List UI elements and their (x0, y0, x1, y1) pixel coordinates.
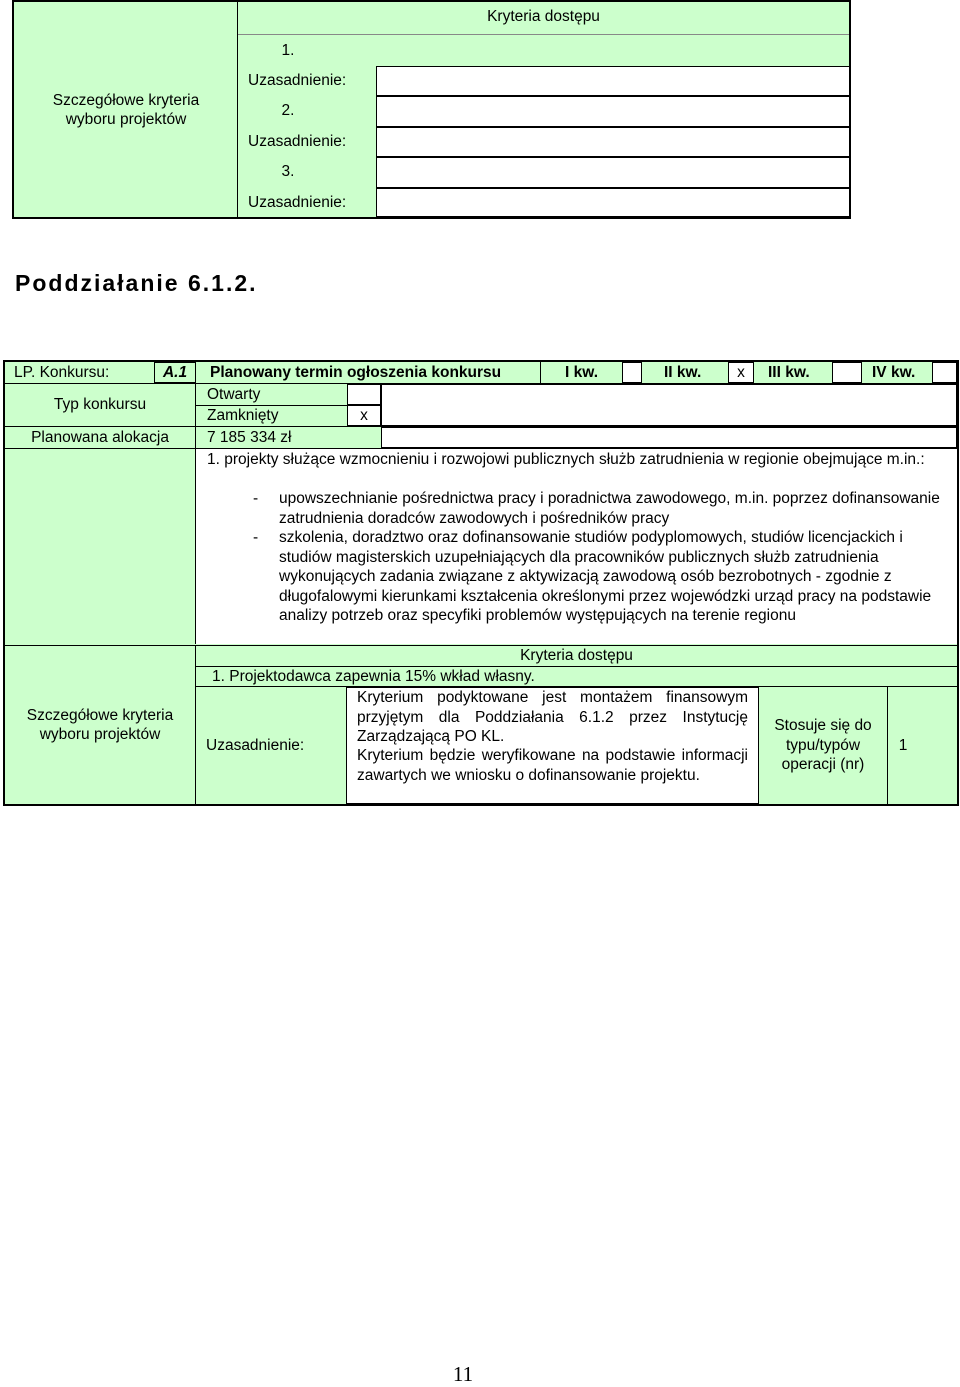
top-row-2: Uzasadnienie: (248, 72, 347, 90)
top-value-box-1 (376, 66, 850, 96)
top-row-1: 1. (281, 42, 295, 60)
allocation-value: 7 185 334 zł (207, 428, 292, 446)
top-access-header: Kryteria dostępu (487, 8, 600, 26)
type-open-mark[interactable] (347, 384, 381, 405)
top-row-3: 2. (281, 102, 295, 120)
justification-label: Uzasadnienie: (206, 736, 305, 754)
term-label: Planowany termin ogłoszenia konkursu (210, 363, 502, 381)
top-value-box-3 (376, 127, 850, 157)
projects-intro-text: 1. projekty służące wzmocnieniu i rozwojowi publicznych służb zatrudnienia w regionie obejmujące m.in.: (207, 451, 925, 468)
allocation-label: Planowana alokacja (31, 428, 169, 446)
lp-value: A.1 (154, 362, 196, 383)
allocation-right-box (381, 427, 957, 448)
projects-intro (207, 450, 952, 490)
quarter-1-label: I kw. (540, 362, 622, 383)
quarter-3-label: III kw. (768, 363, 810, 381)
quarter-4-label: IV kw. (872, 363, 916, 381)
type-closed-mark[interactable]: x (347, 405, 381, 426)
top-header-underline (238, 34, 849, 35)
project-item-2 (250, 528, 952, 646)
project-item-1 (250, 489, 952, 529)
section-heading: Poddziałanie 6.1.2. (15, 270, 258, 296)
project-item-2-text: szkolenia, doradztwo oraz dofinansowanie studiów podyplomowych, studiów licencjackich i studiów magisterskich uzupełniających dla pracowników publicznych służb zatrudnienia wykonujących zadania związane z aktywizacją zawodową osób bezrobotnych - zgodnie z długofalowymi kierunkami kształcenia określonymi przez wojewódzki urząd pracy na podstawie analizy potrzeb oraz specyfiki problemów występujących na terenie regionu (279, 529, 932, 624)
type-label: Typ konkursu (53, 396, 147, 414)
project-item-1-dash: - (253, 490, 259, 507)
top-value-box-4 (376, 157, 850, 188)
top-row-6: Uzasadnienie: (248, 194, 347, 212)
justification-text-1: Kryterium podyktowane jest montażem finansowym przyjętym dla Poddziałania 6.1.2 przez Instytucję Zarządzającą PO KL. (357, 689, 748, 745)
quarter-2-label: II kw. (664, 363, 702, 381)
allocation-vline (195, 427, 196, 448)
criterion-1: 1. Projektodawca zapewnia 15% wkład własny. (212, 667, 535, 685)
project-item-2-dash: - (253, 529, 259, 546)
lp-label: LP. Konkursu: (14, 363, 110, 381)
page-number: 11 (452, 1361, 474, 1386)
quarter-1-mark[interactable] (622, 362, 642, 383)
quarter-4-mark[interactable] (932, 362, 957, 383)
top-criteria-label: Szczegółowe kryteria wyboru projektów (52, 91, 200, 128)
criteria-access-header: Kryteria dostępu (520, 647, 633, 665)
top-value-box-2 (376, 96, 850, 127)
project-item-1-text: upowszechnianie pośrednictwa pracy i poradnictwa zawodowego, m.in. poprzez dofinansowanie zatrudnienia doradców zawodowych i pośredników pracy (279, 490, 940, 527)
type-closed: Zamknięty (207, 406, 279, 424)
top-value-box-5 (376, 188, 850, 217)
type-right-box (381, 384, 957, 426)
top-row-4: Uzasadnienie: (248, 133, 347, 151)
quarter-3-mark[interactable] (832, 362, 862, 383)
type-open: Otwarty (207, 385, 261, 403)
top-row-5: 3. (281, 163, 295, 181)
justification-text-2: Kryterium będzie weryfikowane na podstawie informacji zawartych we wniosku o dofinansowanie projektu. (357, 747, 748, 784)
quarter-2-mark[interactable]: x (728, 362, 754, 383)
applies-label: Stosuje się do typu/typów operacji (nr) (774, 717, 872, 774)
criteria-label: Szczegółowe kryteria wyboru projektów (26, 706, 174, 743)
applies-value: 1 (898, 736, 908, 754)
